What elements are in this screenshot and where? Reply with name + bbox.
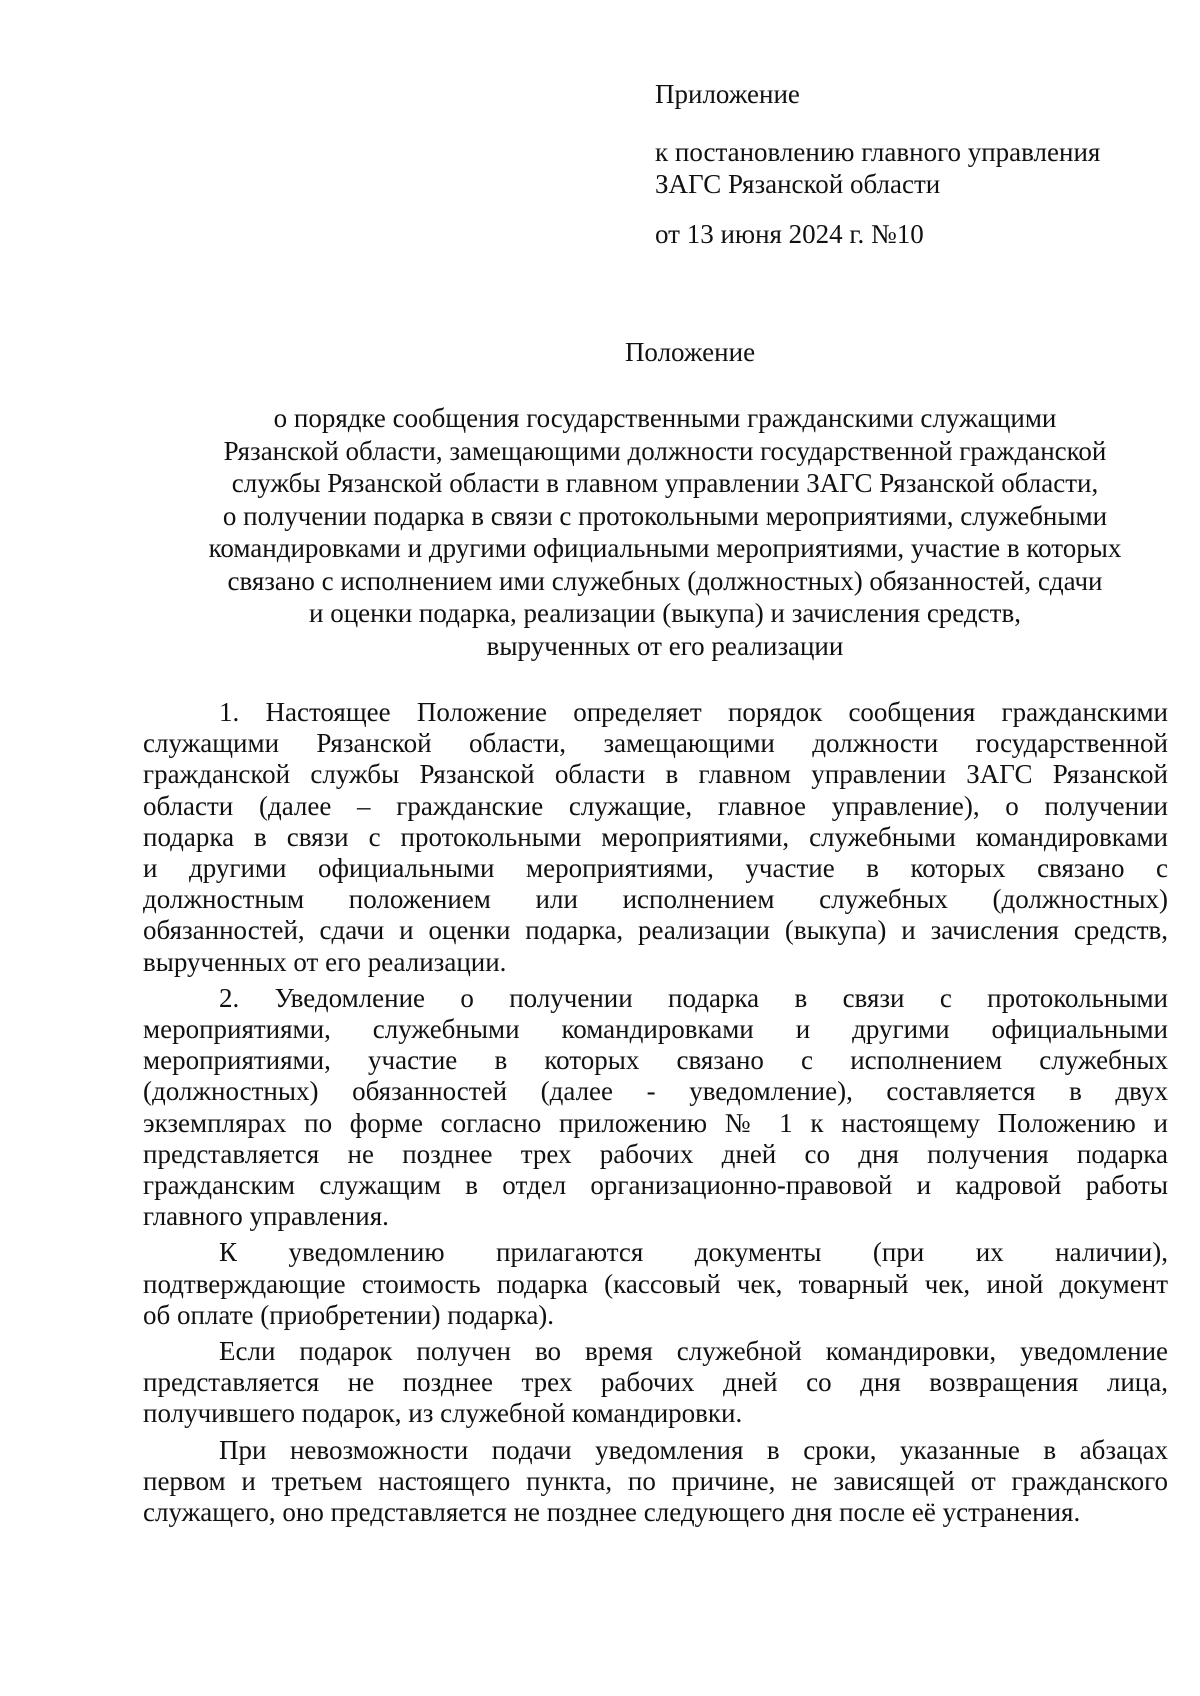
paragraph-line: мероприятиями, участие в которых связано с исполнением служебных xyxy=(143,1045,1168,1076)
subtitle-line: о получении подарка в связи с протокольными мероприятиями, служебными xyxy=(222,500,1108,531)
paragraph-line: служащего, оно представляется не позднее следующего дня после её устранения. xyxy=(143,1497,1081,1528)
subtitle-line: службы Рязанской области в главном управлении ЗАГС Рязанской области, xyxy=(231,468,1099,498)
paragraph-line: мероприятиями, служебными командировками и другими официальными xyxy=(143,1014,1168,1045)
paragraph-line: (должностных) обязанностей (далее - уведомление), составляется в двух xyxy=(143,1076,1168,1107)
paragraph-line: первом и третьем настоящего пункта, по причине, не зависящей от гражданского xyxy=(143,1465,1168,1496)
paragraph-line: экземплярах по форме согласно приложению № 1 к настоящему Положению и xyxy=(143,1107,1168,1138)
subtitle-line: о порядке сообщения государственными гражданскими служащими xyxy=(273,403,1057,433)
paragraph-line: обязанностей, сдачи и оценки подарка, реализации (выкупа) и зачисления средств, xyxy=(143,915,1168,946)
paragraph-3 xyxy=(143,1237,1168,1331)
paragraph-line: 1. Настоящее Положение определяет порядок сообщения гражданскими xyxy=(219,697,1168,727)
paragraph-line: представляется не позднее трех рабочих дней со дня получения подарка xyxy=(143,1138,1168,1169)
paragraph-line: служащими Рязанской области, замещающими должности государственной xyxy=(143,728,1168,759)
subtitle-line: связано с исполнением ими служебных (должностных) обязанностей, сдачи xyxy=(227,565,1103,596)
subtitle-line: вырученных от его реализации xyxy=(486,630,844,661)
subtitle-line: и оценки подарка, реализации (выкупа) и зачисления средств, xyxy=(309,598,1021,628)
subtitle-line: командировками и другими официальными мероприятиями, участие в которых xyxy=(208,533,1122,563)
paragraph-2 xyxy=(143,983,1168,1233)
paragraph-line: представляется не позднее трех рабочих дней со дня возвращения лица, xyxy=(143,1367,1168,1398)
paragraph-line: получившего подарок, из служебной командировки. xyxy=(143,1398,743,1429)
appendix-title: Приложение xyxy=(655,79,800,109)
paragraph-line: главного управления. xyxy=(143,1201,389,1232)
paragraph-line: и другими официальными мероприятиями, участие в которых связано с xyxy=(143,853,1168,884)
paragraph-line: должностным положением или исполнением служебных (должностных) xyxy=(143,884,1168,915)
subtitle-line: Рязанской области, замещающими должности государственной гражданской xyxy=(223,435,1107,466)
paragraph-line: К уведомлению прилагаются документы (при их наличии), xyxy=(219,1237,1168,1268)
paragraph-line: Если подарок получен во время служебной командировки, уведомление xyxy=(219,1336,1168,1367)
paragraph-1 xyxy=(143,697,1168,978)
paragraph-line: области (далее – гражданские служащие, главное управление), о получении xyxy=(143,790,1168,821)
appendix-date: от 13 июня 2024 г. №10 xyxy=(655,219,924,249)
document-body xyxy=(143,697,1168,1533)
paragraph-line: вырученных от его реализации. xyxy=(143,946,507,977)
paragraph-line: гражданским служащим в отдел организационно-правовой и кадровой работы xyxy=(143,1170,1168,1201)
paragraph-line: подарка в связи с протокольными мероприятиями, служебными командировками xyxy=(143,821,1168,852)
document-subtitle xyxy=(160,402,1170,662)
appendix-header xyxy=(655,78,1175,250)
paragraph-line: При невозможности подачи уведомления в сроки, указанные в абзацах xyxy=(219,1434,1168,1465)
appendix-line-2: ЗАГС Рязанской области xyxy=(655,169,941,199)
paragraph-5 xyxy=(143,1435,1168,1529)
paragraph-4 xyxy=(143,1336,1168,1430)
paragraph-line: подтверждающие стоимость подарка (кассовый чек, товарный чек, иной документ xyxy=(143,1268,1168,1299)
appendix-line-1: к постановлению главного управления xyxy=(655,137,1101,167)
paragraph-line: гражданской службы Рязанской области в главном управлении ЗАГС Рязанской xyxy=(143,759,1168,790)
paragraph-line: об оплате (приобретении) подарка). xyxy=(143,1299,555,1330)
document-title: Положение xyxy=(624,337,756,367)
paragraph-line: 2. Уведомление о получении подарка в связи с протокольными xyxy=(219,982,1168,1013)
